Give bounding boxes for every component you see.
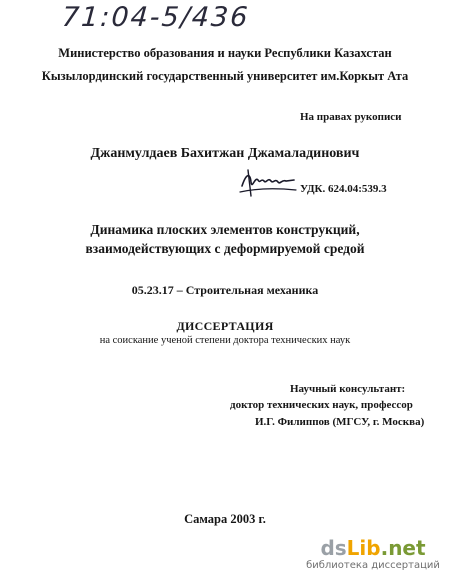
consultant-title: доктор технических наук, профессор	[230, 399, 413, 411]
ministry-heading: Министерство образования и науки Республики Казахстан	[58, 46, 392, 60]
signature-image	[238, 166, 298, 202]
rights-notice: На правах рукописи	[300, 111, 402, 123]
city-year: Самара 2003 г.	[184, 512, 266, 526]
watermark-tagline: библиотека диссертаций	[306, 560, 440, 571]
university-heading: Кызылординский государственный университет им.Коркыт Ата	[41, 69, 409, 83]
document-type: ДИССЕРТАЦИЯ	[176, 319, 274, 333]
logo-part-lib: Lib	[346, 536, 381, 560]
dslib-logo	[300, 536, 446, 560]
logo-part-net: .net	[380, 536, 426, 560]
thesis-title-line-2: взаимодействующих с деформируемой средой	[85, 241, 365, 256]
udk-code: УДК. 624.04:539.3	[300, 183, 387, 195]
consultant-name: И.Г. Филиппов (МГСУ, г. Москва)	[255, 416, 425, 428]
handwritten-catalog-code: 71:04-5/436	[60, 2, 251, 33]
thesis-title-line-1: Динамика плоских элементов конструкций,	[90, 222, 360, 237]
author-name: Джанмулдаев Бахитжан Джамаладинович	[90, 146, 360, 161]
dslib-watermark	[300, 536, 446, 571]
degree-sought: на соискание ученой степени доктора технических наук	[99, 335, 351, 346]
logo-part-ds: ds	[320, 536, 347, 560]
specialty-code: 05.23.17 – Строительная механика	[131, 283, 319, 297]
consultant-label: Научный консультант:	[290, 383, 406, 395]
